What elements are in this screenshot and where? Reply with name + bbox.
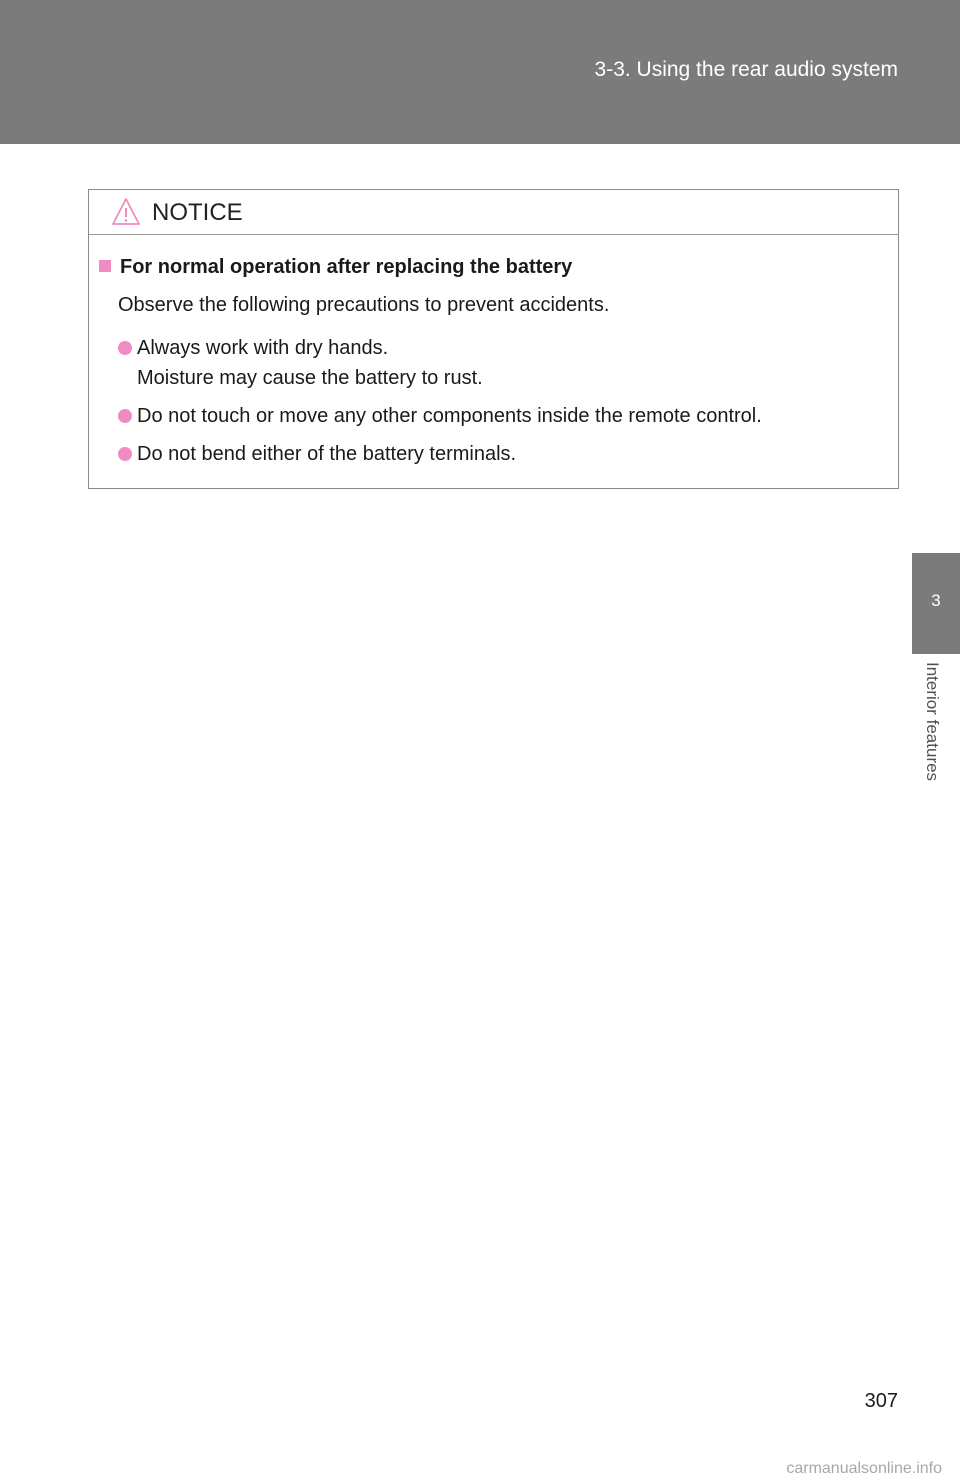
section-title: 3-3. Using the rear audio system: [594, 58, 898, 81]
chapter-label: Interior features: [923, 662, 942, 782]
circle-bullet-icon: [118, 447, 132, 461]
list-item-text: Do not bend either of the battery terminals.: [137, 443, 517, 465]
circle-bullet-icon: [118, 341, 132, 355]
notice-box: [88, 189, 899, 489]
intro-text: Observe the following precautions to prevent accidents.: [118, 294, 610, 316]
page-number: 307: [864, 1390, 898, 1412]
section-heading: [99, 256, 572, 279]
section-heading-text: For normal operation after replacing the battery: [120, 256, 573, 278]
chapter-tab: [912, 553, 960, 654]
list-item-text: Do not touch or move any other components inside the remote control.: [137, 405, 762, 427]
precaution-list: [118, 333, 762, 469]
list-item-text: Always work with dry hands.: [137, 337, 389, 359]
list-item: [118, 333, 762, 393]
list-item: [118, 439, 762, 469]
chapter-label-area: [912, 654, 960, 834]
chapter-number: 3: [931, 591, 941, 610]
circle-bullet-icon: [118, 409, 132, 423]
notice-title: NOTICE: [152, 199, 243, 226]
list-item: [118, 401, 762, 431]
page-header: [0, 0, 960, 144]
warning-triangle-icon: [111, 197, 141, 227]
square-bullet-icon: [99, 260, 111, 272]
notice-header: [89, 190, 898, 235]
watermark: carmanualsonline.info: [786, 1460, 942, 1477]
list-item-subtext: Moisture may cause the battery to rust.: [137, 367, 483, 389]
